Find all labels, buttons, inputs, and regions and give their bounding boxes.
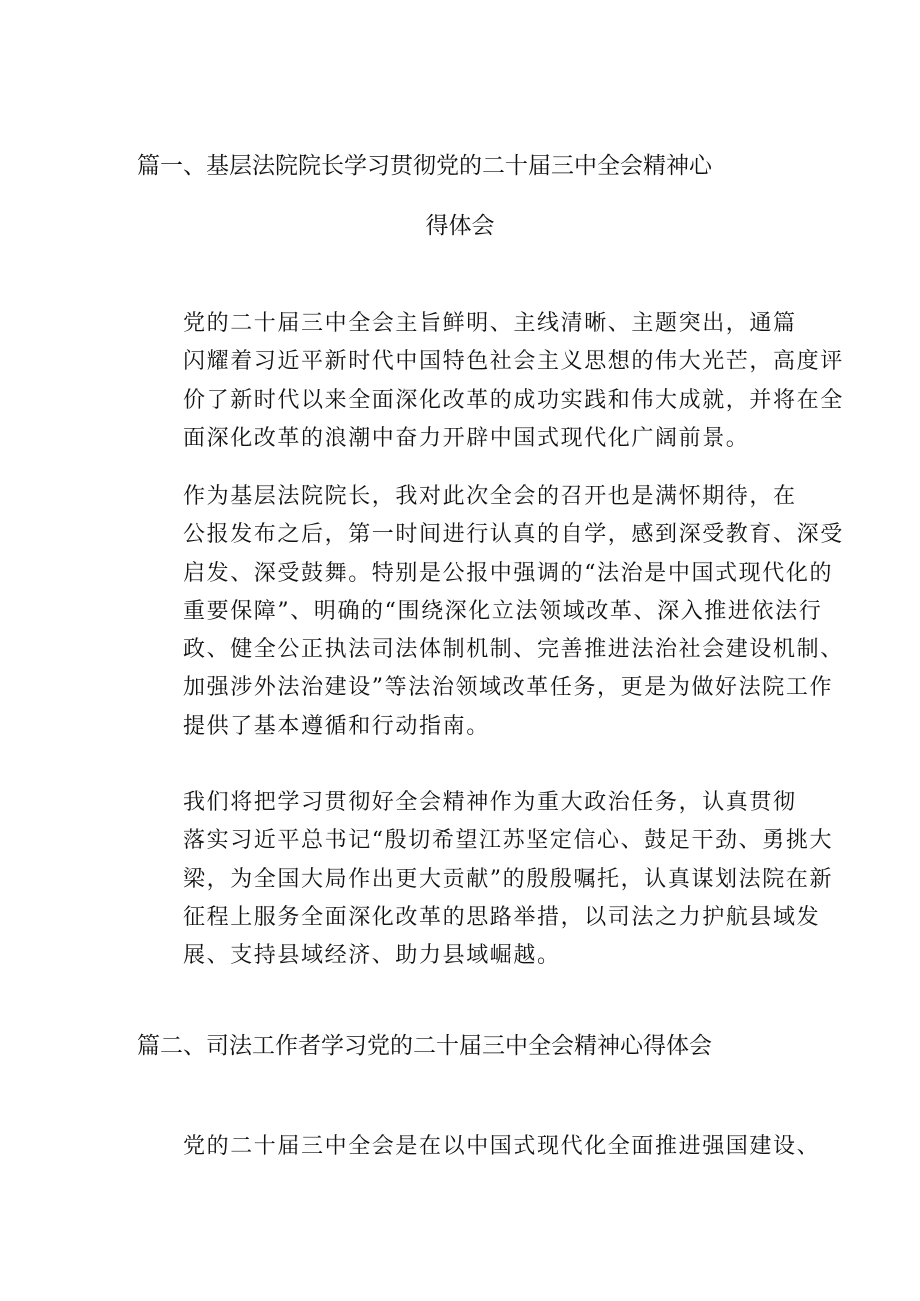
text-line: 启发、深受鼓舞。特别是公报中强调的“法治是中国式现代化的: [183, 560, 834, 586]
text-line: 梁，为全国大局作出更大贡献”的殷殷嘱托，认真谋划法院在新: [183, 866, 834, 892]
text-line: 党的二十届三中全会是在以中国式现代化全面推进强国建设、: [183, 1134, 821, 1159]
section-1-paragraph-2: [137, 478, 844, 746]
text-line: 重要保障”、明确的“围绕深化立法领域改革、深入推进依法行: [183, 598, 823, 624]
section-1-title-line-2: 得体会: [425, 213, 495, 239]
section-2-title: 篇二、司法工作者学习党的二十届三中全会精神心得体会: [137, 1033, 712, 1059]
text-line: 面深化改革的浪潮中奋力开辟中国式现代化广阔前景。: [183, 425, 750, 451]
text-line: 闪耀着习近平新时代中国特色社会主义思想的伟大光芒，高度评: [183, 349, 844, 375]
section-1-paragraph-1: [137, 305, 844, 458]
text-line: 展、支持县域经济、助力县域崛越。: [183, 943, 561, 969]
text-line: 征程上服务全面深化改革的思路举措，以司法之力护航县域发: [183, 904, 821, 930]
text-line: 我们将把学习贯彻好全会精神作为重大政治任务，认真贯彻: [183, 790, 797, 815]
text-line: 落实习近平总书记“殷切希望江苏坚定信心、鼓足干劲、勇挑大: [183, 828, 834, 854]
text-line: 加强涉外法治建设”等法治领域改革任务，更是为做好法院工作: [183, 675, 834, 701]
text-line: 价了新时代以来全面深化改革的成功实践和伟大成就，并将在全: [183, 387, 844, 413]
section-1-paragraph-3: [137, 784, 834, 975]
section-2-paragraph-1: [137, 1128, 821, 1166]
text-line: 作为基层法院院长，我对此次全会的召开也是满怀期待，在: [183, 484, 797, 509]
section-1-title-line-1: 篇一、基层法院院长学习贯彻党的二十届三中全会精神心: [137, 153, 712, 179]
text-line: 提供了基本遵循和行动指南。: [183, 713, 490, 739]
text-line: 公报发布之后，第一时间进行认真的自学，感到深受教育、深受: [183, 522, 844, 548]
text-line: 政、健全公正执法司法体制机制、完善推进法治社会建设机制、: [183, 637, 844, 663]
text-line: 党的二十届三中全会主旨鲜明、主线清晰、主题突出，通篇: [183, 311, 797, 336]
